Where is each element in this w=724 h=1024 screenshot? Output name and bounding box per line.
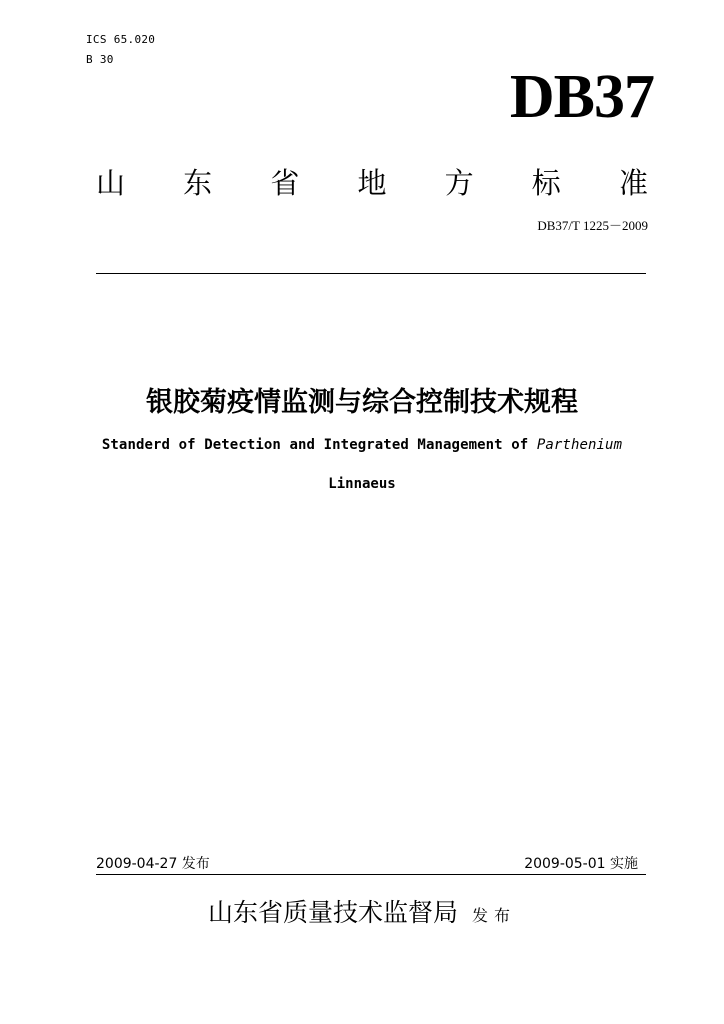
publisher-line <box>0 893 724 929</box>
standard-code-large: DB37 <box>509 63 654 131</box>
standard-type-char: 省 <box>270 166 300 200</box>
publish-label: 发布 <box>472 906 517 925</box>
standard-type-char: 方 <box>444 166 474 200</box>
standard-type-char: 山 <box>96 166 126 200</box>
standard-type-char: 地 <box>357 166 387 200</box>
implementation-date: 2009-05-01 实施 <box>524 856 638 872</box>
standard-number: DB37/T 1225－2009 <box>537 218 648 233</box>
classification-code: B 30 <box>86 53 114 66</box>
bottom-divider <box>96 874 646 875</box>
document-title-english-line2: Linnaeus <box>328 476 396 492</box>
document-title-chinese: 银胶菊疫情监测与综合控制技术规程 <box>146 387 578 418</box>
standard-type-char: 准 <box>618 166 648 200</box>
title-english-text: Standerd of Detection and Integrated Management of <box>101 437 529 453</box>
title-english-italic: Parthenium <box>536 437 623 453</box>
issue-date: 2009-04-27 发布 <box>96 856 210 872</box>
document-title-english-line1 <box>0 437 724 453</box>
top-divider <box>96 273 646 274</box>
ics-code: ICS 65.020 <box>86 33 156 46</box>
standard-type-heading <box>96 168 648 200</box>
publisher-name: 山东省质量技术监督局 <box>207 898 458 927</box>
standard-type-char: 标 <box>531 166 561 200</box>
standard-type-char: 东 <box>183 166 213 200</box>
